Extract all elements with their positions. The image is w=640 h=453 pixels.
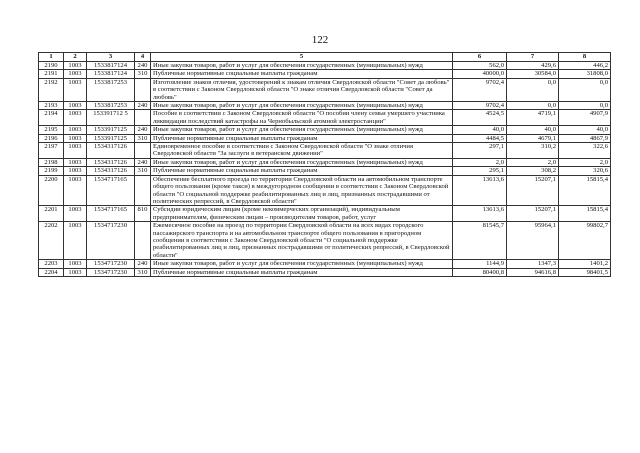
amount-col-8: 1401,2 <box>559 260 611 268</box>
row-number: 2204 <box>39 268 64 276</box>
expense-type-code <box>135 78 151 101</box>
amount-col-6: 80400,8 <box>453 268 507 276</box>
amount-col-6: 4524,5 <box>453 110 507 126</box>
row-description: Публичные нормативные социальные выплаты гражданам <box>151 70 453 78</box>
amount-col-6: 9702,4 <box>453 78 507 101</box>
column-header: 8 <box>559 53 611 62</box>
amount-col-7: 30584,0 <box>507 70 559 78</box>
target-article-code: 1534717230 <box>87 222 135 260</box>
expense-type-code: 810 <box>135 206 151 222</box>
row-number: 2198 <box>39 158 64 166</box>
row-number: 2197 <box>39 143 64 159</box>
row-description: Обеспечение бесплатного проезда по территории Свердловской области на автомобильном транспорте общего пользования (кроме такси) в междугородном сообщении в соответствии с Законом Свердловской области "О социальной поддержке реабилитированных лиц и лиц, признанных пострадавшими от политических репрессий, в Свердловской области" <box>151 175 453 206</box>
amount-col-6: 9702,4 <box>453 102 507 110</box>
amount-col-6: 2,0 <box>453 158 507 166</box>
row-number: 2192 <box>39 78 64 101</box>
target-article-code: 1534317126 <box>87 158 135 166</box>
amount-col-8: 446,2 <box>559 62 611 70</box>
amount-col-6: 295,1 <box>453 167 507 175</box>
target-article-code: 1533817253 <box>87 102 135 110</box>
column-header: 4 <box>135 53 151 62</box>
table-row <box>39 206 611 222</box>
row-description: Иные закупки товаров, работ и услуг для обеспечения государственных (муниципальных) нужд <box>151 260 453 268</box>
amount-col-7: 4679,1 <box>507 134 559 142</box>
table-row <box>39 110 611 126</box>
section-code: 1003 <box>64 206 87 222</box>
expense-type-code <box>135 110 151 126</box>
row-number: 2200 <box>39 175 64 206</box>
expense-type-code: 310 <box>135 268 151 276</box>
amount-col-8: 15815,4 <box>559 206 611 222</box>
table-row <box>39 260 611 268</box>
section-code: 1003 <box>64 110 87 126</box>
row-description: Пособие в соответствии с Законом Свердловской области "О пособии члену семьи умершего участника ликвидации последствий катастрофы на Чернобыльской атомной электростанции" <box>151 110 453 126</box>
amount-col-6: 13613,6 <box>453 206 507 222</box>
expense-type-code: 240 <box>135 62 151 70</box>
amount-col-6: 1144,9 <box>453 260 507 268</box>
expense-type-code: 240 <box>135 102 151 110</box>
row-number: 2201 <box>39 206 64 222</box>
header-row <box>39 53 611 62</box>
column-header: 2 <box>64 53 87 62</box>
amount-col-7: 95964,1 <box>507 222 559 260</box>
target-article-code: 1533917125 <box>87 126 135 134</box>
section-code: 1003 <box>64 158 87 166</box>
table-row <box>39 143 611 159</box>
section-code: 1003 <box>64 62 87 70</box>
table-row <box>39 222 611 260</box>
target-article-code: 1534317126 <box>87 143 135 159</box>
amount-col-8: 4867,9 <box>559 134 611 142</box>
target-article-code: 1534717230 <box>87 268 135 276</box>
amount-col-8: 15815,4 <box>559 175 611 206</box>
amount-col-7: 15207,1 <box>507 175 559 206</box>
amount-col-8: 322,6 <box>559 143 611 159</box>
amount-col-7: 40,0 <box>507 126 559 134</box>
amount-col-8: 31808,0 <box>559 70 611 78</box>
column-header: 6 <box>453 53 507 62</box>
amount-col-7: 308,2 <box>507 167 559 175</box>
target-article-code: 1534717165 <box>87 206 135 222</box>
row-number: 2190 <box>39 62 64 70</box>
section-code: 1003 <box>64 260 87 268</box>
row-description: Единовременное пособие в соответствии с Законом Свердловской области "О знаке отличия Свердловской области "За заслуги в ветеранском движении" <box>151 143 453 159</box>
table-row <box>39 70 611 78</box>
expense-type-code: 310 <box>135 134 151 142</box>
row-description: Иные закупки товаров, работ и услуг для обеспечения государственных (муниципальных) нужд <box>151 102 453 110</box>
row-number: 2191 <box>39 70 64 78</box>
amount-col-8: 2,0 <box>559 158 611 166</box>
table-row <box>39 126 611 134</box>
expense-type-code: 310 <box>135 70 151 78</box>
section-code: 1003 <box>64 78 87 101</box>
amount-col-8: 0,0 <box>559 78 611 101</box>
table-row <box>39 175 611 206</box>
column-header: 1 <box>39 53 64 62</box>
section-code: 1003 <box>64 222 87 260</box>
amount-col-8: 4907,9 <box>559 110 611 126</box>
target-article-code: 1534717230 <box>87 260 135 268</box>
table-row <box>39 102 611 110</box>
amount-col-6: 297,1 <box>453 143 507 159</box>
table-row <box>39 167 611 175</box>
table-row <box>39 134 611 142</box>
amount-col-6: 81545,7 <box>453 222 507 260</box>
row-number: 2195 <box>39 126 64 134</box>
amount-col-7: 310,2 <box>507 143 559 159</box>
section-code: 1003 <box>64 143 87 159</box>
target-article-code: 1533817124 <box>87 70 135 78</box>
column-header: 3 <box>87 53 135 62</box>
row-description: Иные закупки товаров, работ и услуг для обеспечения государственных (муниципальных) нужд <box>151 62 453 70</box>
expense-type-code <box>135 175 151 206</box>
amount-col-8: 40,0 <box>559 126 611 134</box>
section-code: 1003 <box>64 268 87 276</box>
section-code: 1003 <box>64 126 87 134</box>
table-row <box>39 268 611 276</box>
expense-type-code: 310 <box>135 167 151 175</box>
amount-col-7: 94616,8 <box>507 268 559 276</box>
amount-col-7: 4719,1 <box>507 110 559 126</box>
column-header: 7 <box>507 53 559 62</box>
row-description: Изготовление знаков отличия, удостоверений к знакам отличия Свердловской области "Совет да любовь" в соответствии с Законом Свердловской области "О знаке отличия Свердловской области "Совет да любовь" <box>151 78 453 101</box>
row-description: Субсидии юридическим лицам (кроме некоммерческих организаций), индивидуальным предпринимателям, физическим лицам – производителям товаров, работ, услуг <box>151 206 453 222</box>
amount-col-6: 13613,6 <box>453 175 507 206</box>
target-article-code: 1534717165 <box>87 175 135 206</box>
row-number: 2194 <box>39 110 64 126</box>
expense-type-code: 240 <box>135 126 151 134</box>
row-description: Иные закупки товаров, работ и услуг для обеспечения государственных (муниципальных) нужд <box>151 126 453 134</box>
table-row <box>39 158 611 166</box>
amount-col-6: 562,0 <box>453 62 507 70</box>
row-number: 2199 <box>39 167 64 175</box>
target-article-code: 1533917125 <box>87 134 135 142</box>
budget-table <box>38 52 611 277</box>
column-header: 5 <box>151 53 453 62</box>
section-code: 1003 <box>64 167 87 175</box>
row-number: 2196 <box>39 134 64 142</box>
amount-col-7: 15207,1 <box>507 206 559 222</box>
expense-type-code <box>135 143 151 159</box>
amount-col-6: 4484,5 <box>453 134 507 142</box>
table-row <box>39 78 611 101</box>
row-description: Иные закупки товаров, работ и услуг для обеспечения государственных (муниципальных) нужд <box>151 158 453 166</box>
row-description: Публичные нормативные социальные выплаты гражданам <box>151 134 453 142</box>
amount-col-7: 1347,3 <box>507 260 559 268</box>
amount-col-8: 98401,5 <box>559 268 611 276</box>
row-description: Ежемесячное пособие на проезд по территории Свердловской области на всех видах городского пассажирского транспорта и на автомобильном транспорте общего пользования в пригородном сообщении в соответствии с Законом Свердловской области "О социальной поддержке реабилитированных лиц и лиц, признанных пострадавшими от политических репрессий, в Свердловской области" <box>151 222 453 260</box>
target-article-code: 1533817253 <box>87 78 135 101</box>
page-number: 122 <box>311 34 329 46</box>
expense-type-code: 240 <box>135 260 151 268</box>
amount-col-7: 0,0 <box>507 102 559 110</box>
target-article-code: 1533817124 <box>87 62 135 70</box>
amount-col-7: 2,0 <box>507 158 559 166</box>
amount-col-6: 40,0 <box>453 126 507 134</box>
section-code: 1003 <box>64 70 87 78</box>
amount-col-7: 0,0 <box>507 78 559 101</box>
section-code: 1003 <box>64 175 87 206</box>
row-number: 2202 <box>39 222 64 260</box>
target-article-code: 153391712 5 <box>87 110 135 126</box>
row-number: 2203 <box>39 260 64 268</box>
expense-type-code: 240 <box>135 158 151 166</box>
amount-col-8: 99802,7 <box>559 222 611 260</box>
row-number: 2193 <box>39 102 64 110</box>
row-description: Публичные нормативные социальные выплаты гражданам <box>151 268 453 276</box>
amount-col-8: 320,6 <box>559 167 611 175</box>
amount-col-6: 40000,0 <box>453 70 507 78</box>
amount-col-7: 429,6 <box>507 62 559 70</box>
expense-type-code <box>135 222 151 260</box>
row-description: Публичные нормативные социальные выплаты гражданам <box>151 167 453 175</box>
section-code: 1003 <box>64 134 87 142</box>
table-row <box>39 62 611 70</box>
section-code: 1003 <box>64 102 87 110</box>
target-article-code: 1534317126 <box>87 167 135 175</box>
amount-col-8: 0,0 <box>559 102 611 110</box>
